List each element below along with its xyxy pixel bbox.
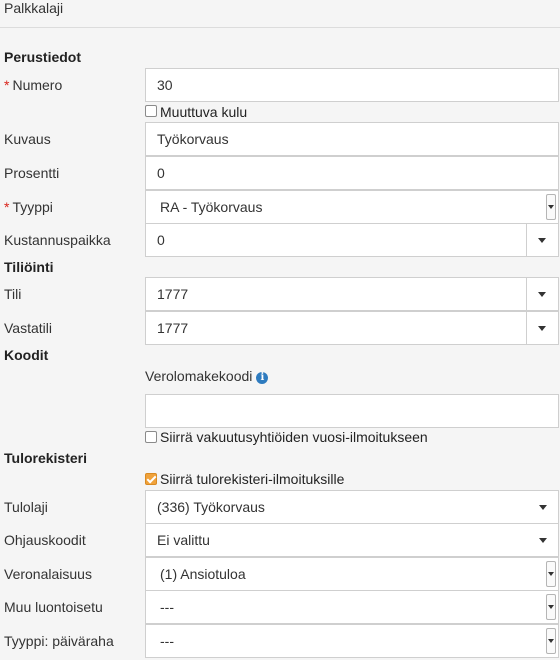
- tyyppi-paivaraha-select[interactable]: ---: [145, 624, 559, 658]
- chevron-down-icon: [538, 292, 546, 297]
- chevron-down-icon[interactable]: [546, 561, 556, 587]
- siirra-vakuutus-checkbox[interactable]: [145, 431, 157, 443]
- prosentti-label: Prosentti: [4, 165, 60, 181]
- chevron-down-icon[interactable]: [546, 594, 556, 620]
- kuvaus-label: Kuvaus: [4, 131, 51, 147]
- verolomakekoodi-label: Verolomakekoodi i: [145, 368, 268, 384]
- siirra-tulorekisteri-label: Siirrä tulorekisteri-ilmoituksille: [160, 471, 345, 487]
- tulolaji-label: Tulolaji: [4, 499, 48, 515]
- siirra-vakuutus-label: Siirrä vakuutusyhtiöiden vuosi-ilmoitukseen: [160, 429, 428, 445]
- verolomakekoodi-input[interactable]: [145, 394, 559, 428]
- section-tulorekisteri: Tulorekisteri: [4, 450, 87, 466]
- muu-luontoisetu-select[interactable]: ---: [145, 590, 559, 624]
- chevron-down-icon: [538, 238, 546, 243]
- siirra-tulorekisteri-checkbox[interactable]: [145, 473, 157, 485]
- tulolaji-select[interactable]: (336) Työkorvaus: [145, 490, 559, 524]
- page-title: Palkkalaji: [4, 0, 64, 16]
- veronalaisuus-label: Veronalaisuus: [4, 566, 92, 582]
- kustannuspaikka-label: Kustannuspaikka: [4, 232, 111, 248]
- required-mark: *: [4, 77, 10, 93]
- kuvaus-input[interactable]: Työkorvaus: [145, 122, 559, 156]
- muuttuva-kulu-label: Muuttuva kulu: [160, 104, 248, 120]
- tyyppi-paivaraha-label: Tyyppi: päiväraha: [4, 633, 114, 649]
- dropdown-toggle[interactable]: [526, 224, 558, 256]
- chevron-down-icon[interactable]: [546, 194, 556, 220]
- ohjauskoodit-select[interactable]: Ei valittu: [145, 523, 559, 557]
- tyyppi-select[interactable]: RA - Työkorvaus: [145, 190, 559, 224]
- veronalaisuus-select[interactable]: (1) Ansiotuloa: [145, 557, 559, 591]
- dropdown-toggle[interactable]: [526, 312, 558, 344]
- info-icon[interactable]: i: [256, 372, 268, 384]
- section-perustiedot: Perustiedot: [4, 49, 82, 65]
- section-koodit: Koodit: [4, 347, 49, 363]
- vastatili-select[interactable]: 1777: [145, 311, 559, 345]
- muuttuva-kulu-checkbox[interactable]: [145, 105, 157, 117]
- dropdown-toggle[interactable]: [526, 278, 558, 310]
- kustannuspaikka-select[interactable]: 0: [145, 223, 559, 257]
- vastatili-label: Vastatili: [4, 320, 52, 336]
- page-header: [0, 0, 560, 28]
- tili-select[interactable]: 1777: [145, 277, 559, 311]
- tili-label: Tili: [4, 286, 22, 302]
- chevron-down-icon: [539, 538, 547, 543]
- ohjauskoodit-label: Ohjauskoodit: [4, 532, 86, 548]
- section-tilioionti: Tiliöinti: [4, 259, 54, 275]
- chevron-down-icon: [538, 326, 546, 331]
- tyyppi-label: * Tyyppi: [4, 199, 53, 215]
- numero-input[interactable]: 30: [145, 68, 559, 102]
- chevron-down-icon[interactable]: [546, 628, 556, 654]
- numero-label: * Numero: [4, 77, 63, 93]
- muu-luontoisetu-label: Muu luontoisetu: [4, 599, 103, 615]
- prosentti-input[interactable]: 0: [145, 156, 559, 190]
- chevron-down-icon: [539, 505, 547, 510]
